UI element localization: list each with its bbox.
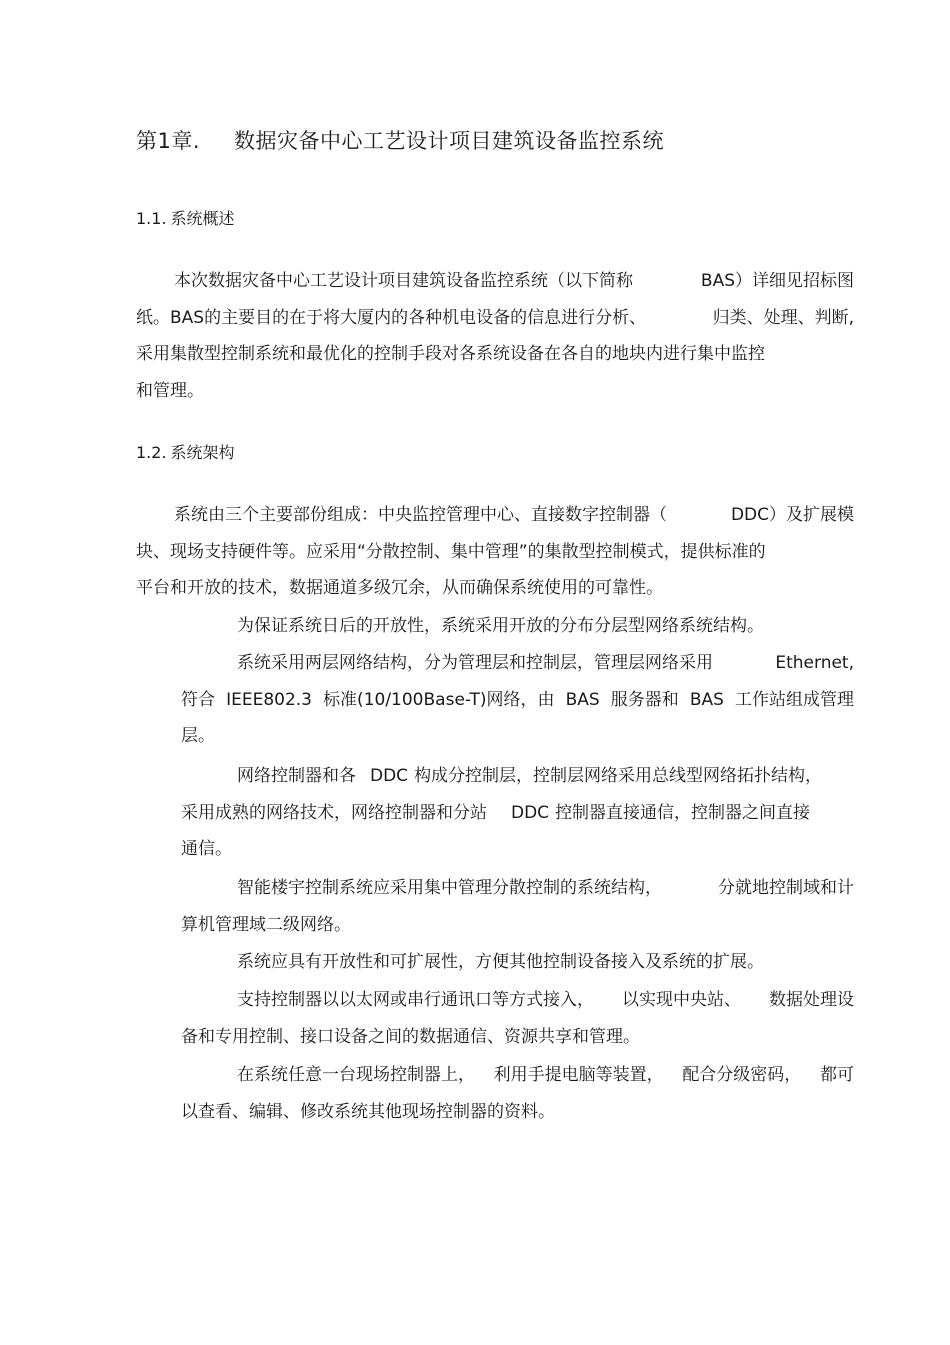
text-line: 系统应具有开放性和可扩展性，方便其他控制设备接入及系统的扩展。 <box>237 952 764 972</box>
text-line: 备和专用控制、接口设备之间的数据通信、资源共享和管理。 <box>181 1026 640 1047</box>
text-line: 块、现场支持硬件等。应采用“分散控制、集中管理”的集散型控制模式，提供标准的 <box>136 541 766 562</box>
text-line: 系统由三个主要部份组成：中央监控管理中心、直接数字控制器（ DDC）及扩展模 <box>174 505 854 525</box>
text-line: 智能楼宇控制系统应采用集中管理分散控制的系统结构， 分就地控制域和计 <box>237 878 854 898</box>
list-item <box>181 645 854 755</box>
list-item <box>181 944 854 981</box>
text-line: 和管理。 <box>136 380 204 401</box>
section-number: 1.1. <box>136 209 167 228</box>
chapter-number: 第1章. <box>136 129 201 153</box>
section-title: 系统架构 <box>170 443 235 462</box>
chapter-title <box>136 124 664 158</box>
text-line: 层。 <box>181 726 215 746</box>
paragraph-architecture <box>136 497 854 607</box>
text-line: 通信。 <box>181 839 232 859</box>
chapter-title-text: 数据灾备中心工艺设计项目建筑设备监控系统 <box>234 129 665 153</box>
text-line: 采用集散型控制系统和最优化的控制手段对各系统设备在各自的地块内进行集中监控 <box>136 344 765 364</box>
text-line: 平台和开放的技术，数据通道多级冗余，从而确保系统使用的可靠性。 <box>136 578 663 598</box>
list-item <box>181 982 854 1055</box>
text-line: 采用成熟的网络技术，网络控制器和分站 DDC 控制器直接通信，控制器之间直接 <box>181 802 811 823</box>
list-item <box>181 758 854 868</box>
list-item <box>181 608 854 645</box>
section-number: 1.2. <box>136 443 167 462</box>
text-line: 支持控制器以以太网或串行通讯口等方式接入， 以实现中央站、 数据处理设 <box>237 990 854 1010</box>
text-line: 本次数据灾备中心工艺设计项目建筑设备监控系统（以下简称 BAS）详细见招标图 <box>174 271 854 291</box>
paragraph-overview <box>136 263 854 409</box>
section-heading-1-1 <box>136 207 235 231</box>
text-line: 算机管理域二级网络。 <box>181 914 351 935</box>
text-line: 以查看、编辑、修改系统其他现场控制器的资料。 <box>181 1101 555 1122</box>
text-line: 网络控制器和各 DDC 构成分控制层，控制层网络采用总线型网络拓扑结构， <box>237 766 823 786</box>
text-line: 系统采用两层网络结构，分为管理层和控制层，管理层网络采用 Ethernet, <box>237 653 854 673</box>
text-line: 符合 IEEE802.3 标准(10/100Base-T)网络，由 BAS 服务器和 BAS 工作站组成管理 <box>181 689 854 710</box>
section-heading-1-2 <box>136 441 235 465</box>
list-item <box>181 870 854 943</box>
list-item <box>181 1057 854 1130</box>
section-title: 系统概述 <box>170 209 235 228</box>
text-line: 为保证系统日后的开放性，系统采用开放的分布分层型网络系统结构。 <box>237 616 764 636</box>
text-line: 纸。BAS的主要目的在于将大厦内的各种机电设备的信息进行分析、 归类、处理、判断, <box>136 307 854 328</box>
text-line: 在系统任意一台现场控制器上， 利用手提电脑等装置， 配合分级密码， 都可 <box>237 1065 854 1085</box>
